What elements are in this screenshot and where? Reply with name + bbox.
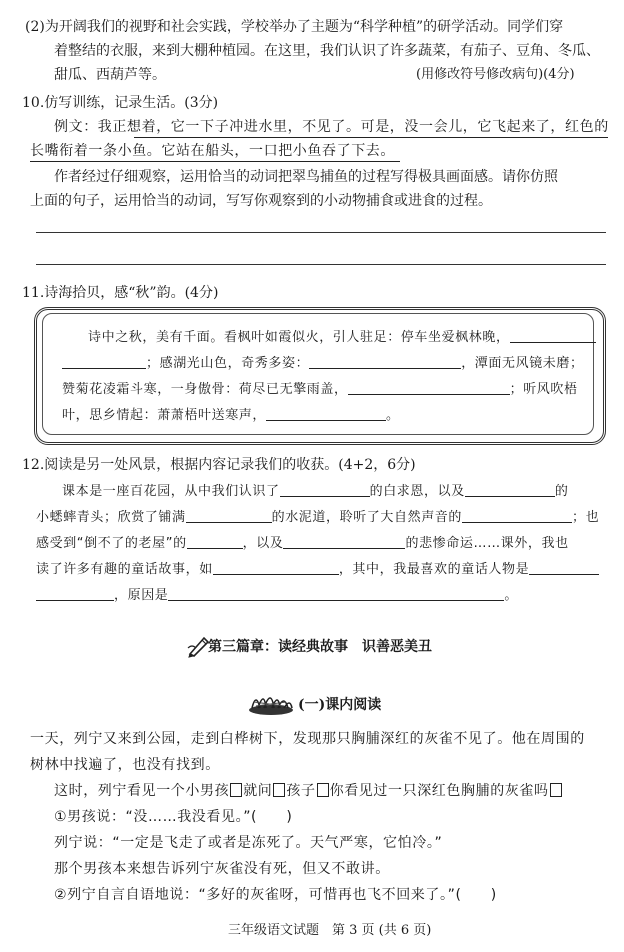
q10-example-line2: 长嘴衔着一条小鱼。它站在船头，一口把小鱼吞了下去。 — [30, 143, 395, 159]
q12-title: 12.阅读是另一处风景，根据内容记录我们的收获。(4+2，6分) — [22, 457, 416, 473]
punct-box-4[interactable] — [550, 783, 562, 797]
q11-blank-5[interactable] — [266, 406, 386, 421]
q12-blank-2[interactable] — [465, 482, 555, 497]
q12-blank-3[interactable] — [186, 508, 272, 523]
chapter-title: 第三篇章：读经典故事 识善恶美丑 — [208, 639, 432, 655]
grass-icon — [246, 688, 296, 716]
reading-line7: ②列宁自言自语地说：“多好的灰雀呀，可惜再也飞不回来了。”( ) — [54, 887, 497, 903]
page-footer: 三年级语文试题 第 3 页 (共 6 页) — [228, 923, 432, 938]
punct-box-2[interactable] — [273, 783, 285, 797]
q11-blank-3[interactable] — [309, 354, 461, 369]
punct-box-1[interactable] — [230, 783, 242, 797]
reading-line3: 这时，列宁看见一个小男孩 就问 孩子 你看见过一只深红色胸脯的灰雀吗 — [54, 782, 563, 800]
reading-line4: ①男孩说：“没……我没看见。”( ) — [54, 809, 293, 825]
q12-line2: 小蟋蟀青头；欣赏了铺满 的水泥道，聆听了大自然声音的 ；也 — [36, 510, 600, 525]
q11-blank-1[interactable] — [510, 328, 596, 343]
q11-line3: 赞菊花凌霜斗寒，一身傲骨：荷尽已无擎雨盖， ；听风吹梧 — [62, 382, 578, 397]
q12-blank-1[interactable] — [280, 482, 370, 497]
q12-line1: 课本是一座百花园，从中我们认识了 的白求恩，以及 的 — [62, 484, 569, 499]
q12-blank-9[interactable] — [36, 586, 114, 601]
reading-line1: 一天，列宁又来到公园，走到白桦树下，发现那只胸脯深红的灰雀不见了。他在周围的 — [30, 731, 585, 747]
q12-line4: 读了许多有趣的童话故事，如 ，其中，我最喜欢的童话人物是 — [36, 560, 599, 579]
q12-blank-4[interactable] — [462, 508, 572, 523]
q10-title: 10.仿写训练，记录生活。(3分) — [22, 95, 219, 111]
q11-blank-2[interactable] — [62, 354, 146, 369]
reading-line6: 那个男孩本来想告诉列宁灰雀没有死，但又不敢讲。 — [54, 861, 390, 877]
q11-title: 11.诗海拾贝，感“秋”韵。(4分) — [22, 285, 219, 301]
q12-blank-7[interactable] — [213, 560, 339, 575]
q12-blank-10[interactable] — [168, 586, 504, 601]
section-title: (一)课内阅读 — [298, 697, 382, 713]
q10-answer-line-2[interactable] — [36, 264, 606, 265]
q10-answer-line-1[interactable] — [36, 232, 606, 233]
q9-2-line1: (2)为开阔我们的视野和社会实践，学校举办了主题为“科学种植”的研学活动。同学们穿 — [25, 19, 564, 35]
q10-instruction-line1: 作者经过仔细观察，运用恰当的动词把翠鸟捕鱼的过程写得极具画面感。请你仿照 — [54, 169, 558, 185]
q10-instruction-line2: 上面的句子，运用恰当的动词，写写你观察到的小动物捕食或进食的过程。 — [30, 193, 492, 209]
q11-blank-4[interactable] — [348, 380, 510, 395]
q9-2-line2: 着整结的衣服，来到大棚种植园。在这里，我们认识了许多蔬菜，有茄子、豆角、冬瓜、 — [54, 43, 600, 59]
q12-blank-8[interactable] — [529, 560, 599, 575]
q10-example-line1: 例文：我正想着，它一下子冲进水里，不见了。可是，没一会儿，它飞起来了，红色的 — [54, 119, 609, 135]
q11-line4: 叶，思乡情起：萧萧梧叶送寒声， 。 — [62, 408, 400, 423]
q12-line3: 感受到“倒不了的老屋”的 ，以及 的悲惨命运……课外，我也 — [36, 536, 569, 551]
reading-line5: 列宁说：“一定是飞走了或者是冻死了。天气严寒，它怕冷。” — [54, 835, 443, 851]
q9-2-line3: 甜瓜、西葫芦等。 — [54, 67, 166, 83]
q11-line1: 诗中之秋，美有千面。看枫叶如霞似火，引人驻足：停车坐爱枫林晚， — [88, 328, 596, 347]
punct-box-3[interactable] — [317, 783, 329, 797]
q10-example-underline-2 — [30, 161, 400, 162]
q11-line2: ；感湖光山色，奇秀多姿： ，潭面无风镜未磨； — [62, 354, 584, 373]
q9-2-hint: (用修改符号修改病句)(4分) — [416, 67, 575, 82]
q12-blank-5[interactable] — [187, 534, 243, 549]
q12-line5: ，原因是 。 — [36, 586, 518, 605]
q12-blank-6[interactable] — [283, 534, 405, 549]
reading-line2: 树林中找遍了，也没有找到。 — [30, 757, 220, 773]
q10-example-underline-1 — [134, 137, 608, 138]
